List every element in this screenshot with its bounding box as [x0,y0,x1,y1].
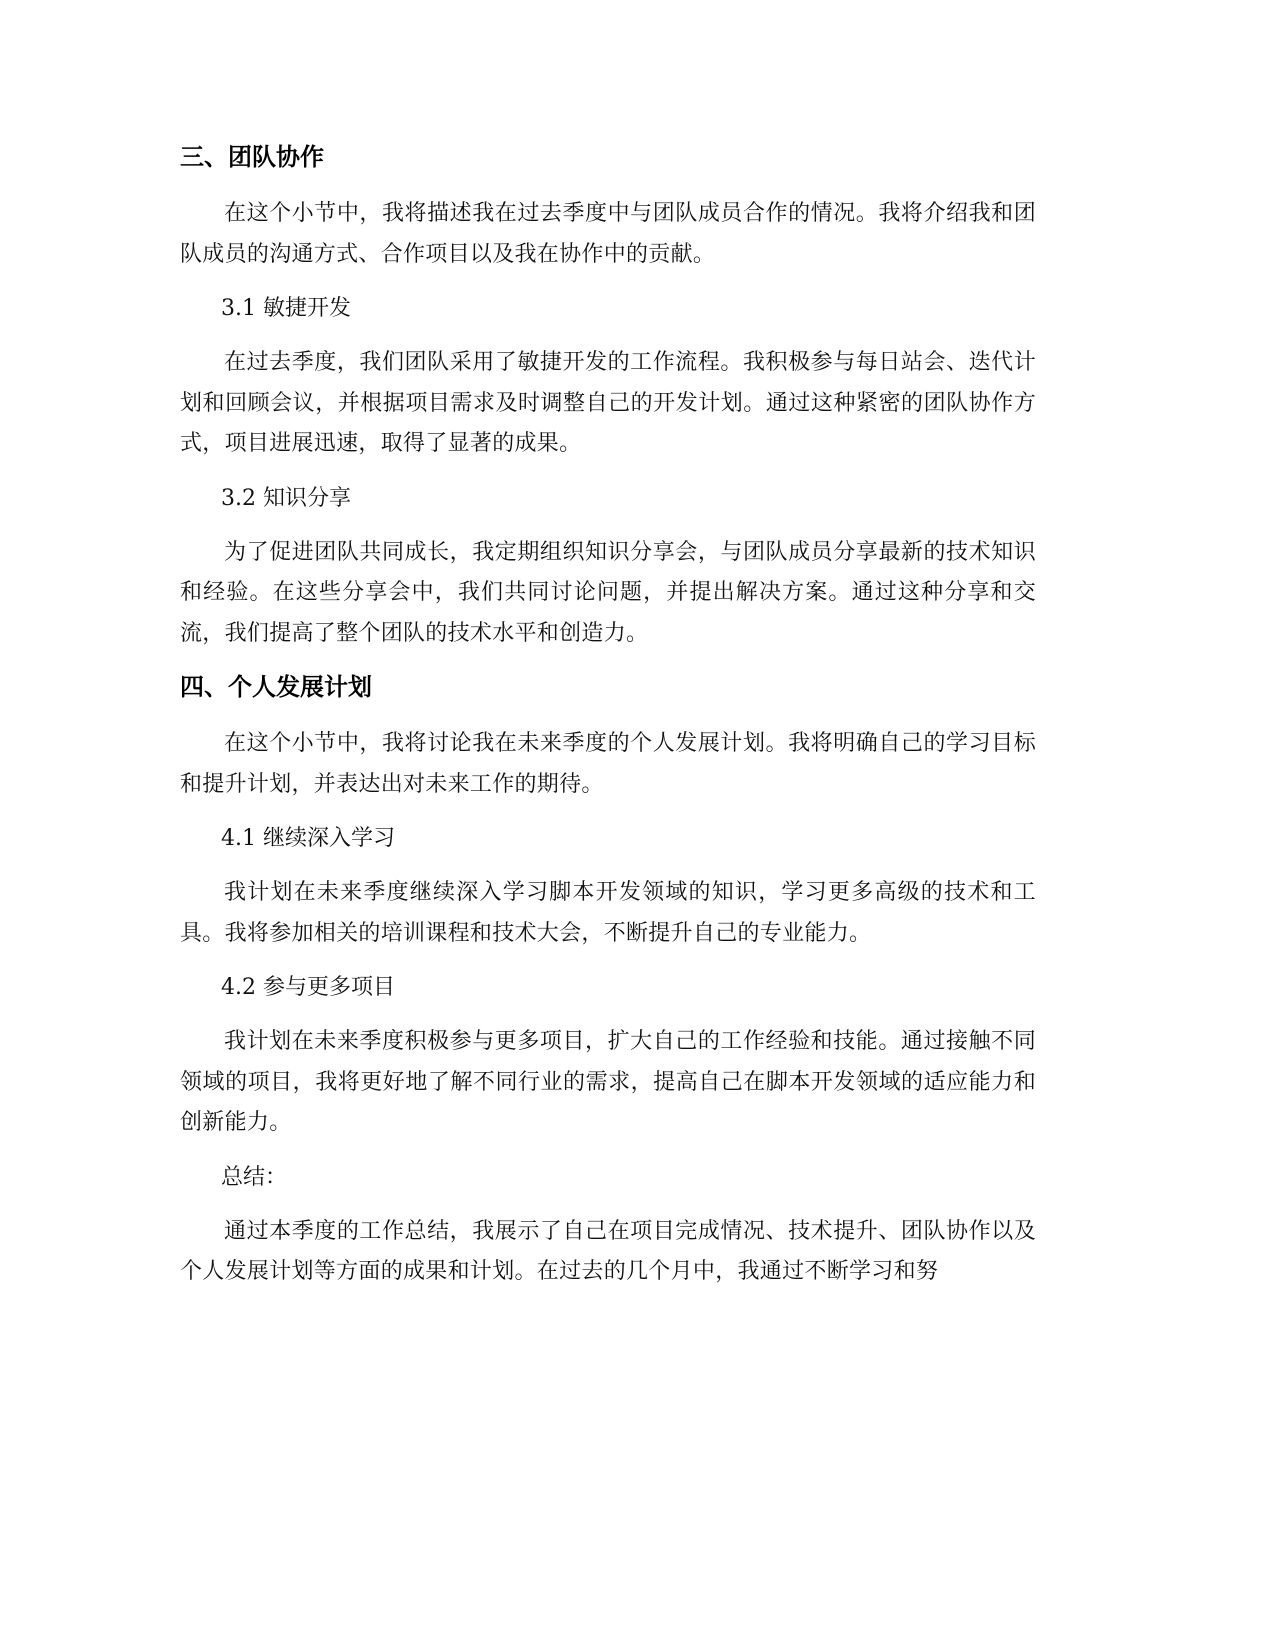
summary-paragraph: 通过本季度的工作总结，我展示了自己在项目完成情况、技术提升、团队协作以及个人发展计划等方面的成果和计划。在过去的几个月中，我通过不断学习和努 [180,1218,1036,1284]
summary-heading: 总结： [221,1164,288,1190]
section-intro-paragraph: 在这个小节中，我将讨论我在未来季度的个人发展计划。我将明确自己的学习目标和提升计划，并表达出对未来工作的期待。 [180,731,1036,797]
document-content [180,138,1036,1293]
subheading-continue-learning: 4.1 继续深入学习 [221,826,395,851]
section-intro-paragraph: 在这个小节中，我将描述我在过去季度中与团队成员合作的情况。我将介绍我和团队成员的沟通方式、合作项目以及我在协作中的贡献。 [180,201,1036,267]
knowledge-sharing-paragraph: 为了促进团队共同成长，我定期组织知识分享会，与团队成员分享最新的技术知识和经验。在这些分享会中，我们共同讨论问题，并提出解决方案。通过这种分享和交流，我们提高了整个团队的技术水平和创造力。 [180,539,1036,646]
subheading-knowledge-sharing: 3.2 知识分享 [221,485,351,511]
subheading-agile-development: 3.1 敏捷开发 [221,296,351,321]
subheading-more-projects: 4.2 参与更多项目 [221,975,395,1000]
section-heading-team-collaboration: 三、团队协作 [180,143,324,171]
more-projects-paragraph: 我计划在未来季度积极参与更多项目，扩大自己的工作经验和技能。通过接触不同领域的项目，我将更好地了解不同行业的需求，提高自己在脚本开发领域的适应能力和创新能力。 [180,1029,1036,1135]
agile-development-paragraph: 在过去季度，我们团队采用了敏捷开发的工作流程。我积极参与每日站会、迭代计划和回顾会议，并根据项目需求及时调整自己的开发计划。通过这种紧密的团队协作方式，项目进展迅速，取得了显著的成果。 [180,350,1036,456]
continue-learning-paragraph: 我计划在未来季度继续深入学习脚本开发领域的知识，学习更多高级的技术和工具。我将参加相关的培训课程和技术大会，不断提升自己的专业能力。 [180,880,1036,946]
section-heading-personal-development: 四、个人发展计划 [180,673,372,701]
